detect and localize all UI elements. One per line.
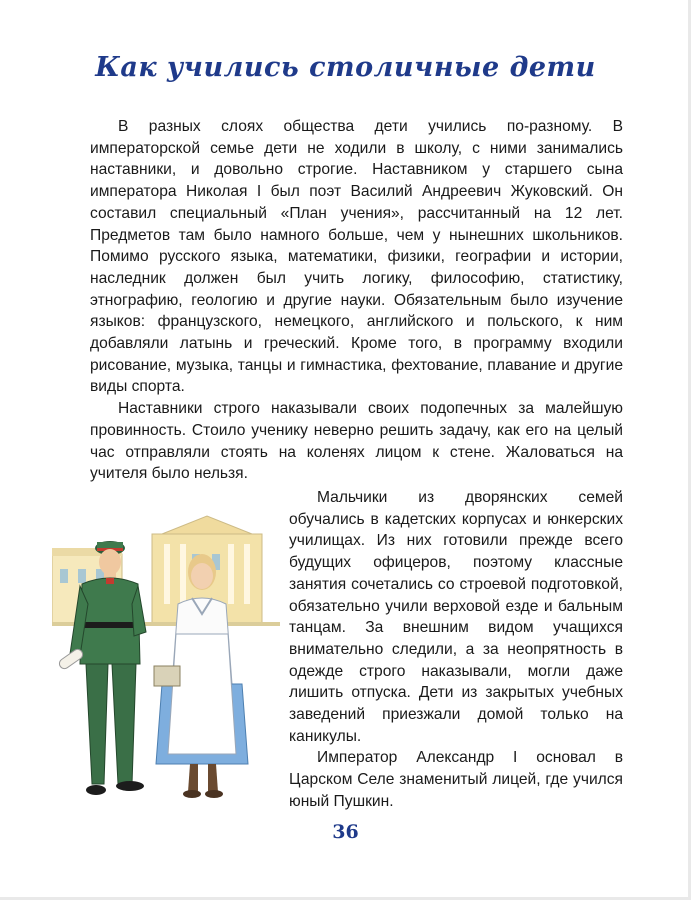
cadet-and-schoolgirl-illustration [52, 514, 280, 804]
paragraph: В разных слоях общества дети учились по-разному. В императорской семье дети не ходили в школу, с ними занимались наставники, и довольно строгие. Наставником у старшего сына императора Николая I был поэт Василий Андреевич Жуковский. Он составил специальный «План учения», рассчитанный на 12 лет. Предметов там было намного больше, чем у нынешних школьников. Помимо русского языка, математики, физики, географии и истории, наследник должен был учить логику, философию, статистику, этнографию, геологию и другие науки. Обязательным было изучение языков: французского, немецкого, английского и польского, к ним добавляли латынь и греческий. Кроме того, в программу входили рисование, музыка, танцы и гимнастика, фехтование, плавание и другие виды спорта. [90, 118, 623, 396]
text-column-top [90, 116, 623, 485]
paragraph: Мальчики из дворянских семей обучались в кадетских корпусах и юнкерских училищах. Из них готовили прежде всего будущих офицеров, поэтому классные занятия сочетались со строевой подготовкой, обязательно учили верховой езде и бальным танцам. За внешним видом учащихся внимательно следили, а за неопрятность в одежде строго наказывали, могли даже лишить отпуска. Дети из закрытых учебных заведений приезжали домой только на каникулы. [289, 489, 623, 745]
page-title: Как учились столичные дети [95, 52, 596, 83]
page-number: 36 [332, 821, 359, 843]
paragraph: Наставники строго наказывали своих подопечных за малейшую провинность. Стоило ученику неверно решить задачу, как его на целый час отправляли стоять на коленях лицом к стене. Жаловаться на учителя было нельзя. [90, 400, 623, 483]
paragraph: Император Александр I основал в Царском Селе знаменитый лицей, где учился юный Пушкин. [289, 749, 623, 810]
text-column-right [289, 487, 623, 813]
